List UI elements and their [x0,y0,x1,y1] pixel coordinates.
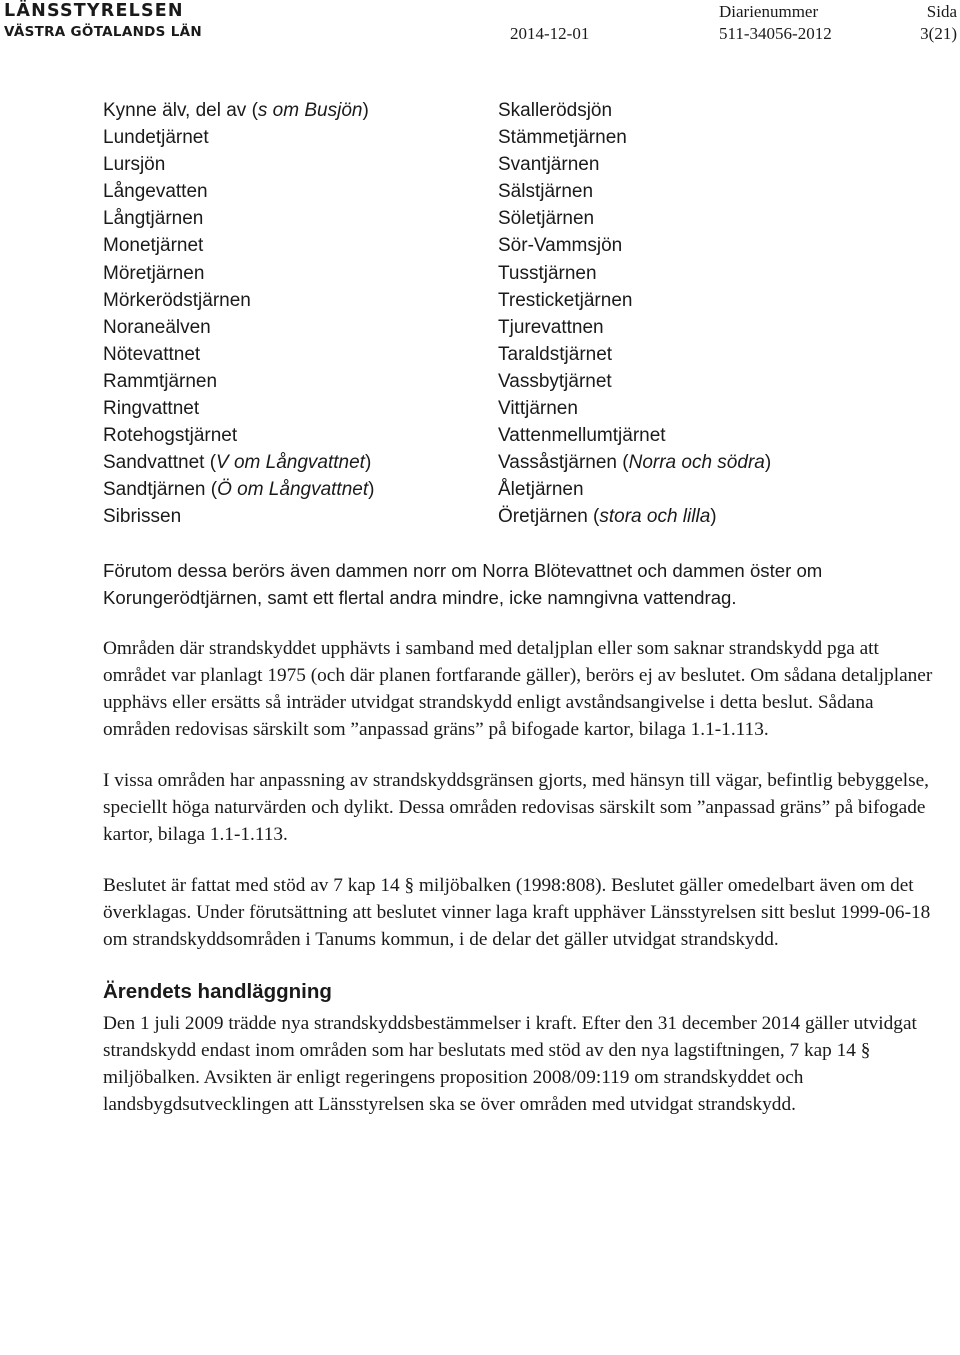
paragraph-other-waters: Förutom dessa berörs även dammen norr om Norra Blötevattnet och dammen öster om Korungerödtjärnen, samt ett flertal andra mindre, icke namngivna vattendrag. [103,560,823,608]
list-item [103,151,374,178]
list-item [103,503,374,530]
list-item [103,287,374,314]
list-item [103,314,374,341]
list-item [498,422,771,449]
list-item [103,178,374,205]
list-item [498,260,771,287]
list-item [103,232,374,259]
list-item: Sandtjärnen (Ö om Långvattnet) [103,479,375,501]
water-name: Ringvattnet [103,398,200,420]
water-name: Mörkerödstjärnen [103,289,251,311]
section-heading: Ärendets handläggning [103,980,332,1003]
water-name: Svantjärnen [498,154,600,176]
water-location-note: Ö om Långvattnet [217,479,369,501]
paragraph-decision-basis: Beslutet är fattat med stöd av 7 kap 14 § miljöbalken (1998:808). Beslutet gäller omedelbart även om det överklagas. Under förutsättning att beslutet vinner laga kraft upphäver Länsstyrelsen sitt beslut 1999-06-18 om strandskyddsområden i Tanums kommun, i de delar det gäller utvidgat strandskydd. [103,875,931,950]
list-item [498,205,771,232]
list-item [498,395,771,422]
water-name: Nötevattnet [103,343,201,365]
list-item: Öretjärnen (stora och lilla) [498,506,717,528]
water-name: Lundetjärnet [103,127,209,149]
list-item [498,287,771,314]
water-name: Vattenmellumtjärnet [498,425,666,447]
document-body [103,557,943,1142]
water-location-note: stora och lilla [599,506,711,528]
water-name: Sibrissen [103,506,182,528]
water-name: Möretjärnen [103,262,205,284]
logo-line2: VÄSTRA GÖTALANDS LÄN [4,23,202,40]
water-name: Tjurevattnen [498,316,604,338]
water-name: Öretjärnen [498,506,594,528]
water-name: Vassåstjärnen [498,452,623,474]
water-name: Åletjärnen [498,479,584,501]
water-name: Långtjärnen [103,208,204,230]
list-item [498,341,771,368]
page-number: 3(21) [920,24,957,43]
water-name: Långevatten [103,181,208,203]
list-item [498,124,771,151]
list-item [103,422,374,449]
page-label: Sida [926,2,957,21]
paragraph-detailed-plans: Områden där strandskyddet upphävts i samband med detaljplan eller som saknar strandskydd pga att området var planlagt 1975 (och där planen fortfarande gäller), berörs ej av beslutet. Om sådana detaljplaner upphävs eller ersätts så inträder utvidgat strandskydd enligt avståndsangivelse i detta beslut. Sådana områden redovisas särskilt som ”anpassad gräns” på bifogade kartor, bilaga 1.1-1.113. [103,638,933,740]
list-item [498,476,771,503]
water-name: Stämmetjärnen [498,127,627,149]
water-name: Monetjärnet [103,235,204,257]
list-item [103,368,374,395]
lansstyrelsen-logo [4,3,202,39]
water-name: Sandtjärnen [103,479,211,501]
water-location-note: Norra och södra [628,452,765,474]
water-name: Skallerödsjön [498,100,613,121]
list-item [498,178,771,205]
list-item [103,395,374,422]
list-item [103,124,374,151]
list-item: Sandvattnet (V om Långvattnet) [103,452,372,474]
diarienummer-value: 511-34056-2012 [719,24,832,43]
water-name: Noraneälven [103,316,211,338]
water-list-left [103,97,374,531]
water-name: Vittjärnen [498,398,578,420]
list-item [498,151,771,178]
water-name: Sälstjärnen [498,181,594,203]
list-item [498,368,771,395]
water-name: Kynne älv, del av [103,100,252,121]
water-name: Lursjön [103,154,166,176]
water-name: Taraldstjärnet [498,343,613,365]
list-item [498,97,771,124]
water-name: Sör-Vammsjön [498,235,623,257]
document-date: 2014-12-01 [510,24,590,43]
water-name: Rammtjärnen [103,370,218,392]
list-item [498,232,771,259]
water-name: Tresticketjärnen [498,289,633,311]
paragraph-case-handling: Den 1 juli 2009 trädde nya strandskyddsbestämmelser i kraft. Efter den 31 december 2014 gäller utvidgat strandskydd endast inom områden som har beslutats med stöd av den nya lagstiftningen, 7 kap 14 § miljöbalken. Avsikten är enligt regeringens proposition 2008/09:119 om strandskyddet och landsbygdsutvecklingen att Länsstyrelsen ska se över områden med utvidgat strandskydd. [103,1013,917,1115]
water-name: Tusstjärnen [498,262,597,284]
water-location-note: s om Busjön [257,100,363,121]
list-item [103,341,374,368]
page-header [0,0,960,50]
list-item [103,260,374,287]
list-item: Vassåstjärnen (Norra och södra) [498,452,772,474]
water-name: Vassbytjärnet [498,370,612,392]
list-item [103,205,374,232]
list-item: Kynne älv, del av (s om Busjön) [103,100,369,121]
water-location-note: V om Långvattnet [216,452,365,474]
paragraph-adjusted-boundary: I vissa områden har anpassning av strandskyddsgränsen gjorts, med hänsyn till vägar, befintlig bebyggelse, speciellt höga naturvärden och dylikt. Dessa områden redovisas särskilt som ”anpassad gräns” på bifogade kartor, bilaga 1.1-1.113. [103,770,929,845]
water-list-right [498,97,771,531]
list-item [498,314,771,341]
diarienummer-label: Diarienummer [719,2,819,21]
water-name: Sandvattnet [103,452,210,474]
water-name: Söletjärnen [498,208,595,230]
logo-line1: LÄNSSTYRELSEN [4,1,184,21]
water-name: Rotehogstjärnet [103,425,238,447]
